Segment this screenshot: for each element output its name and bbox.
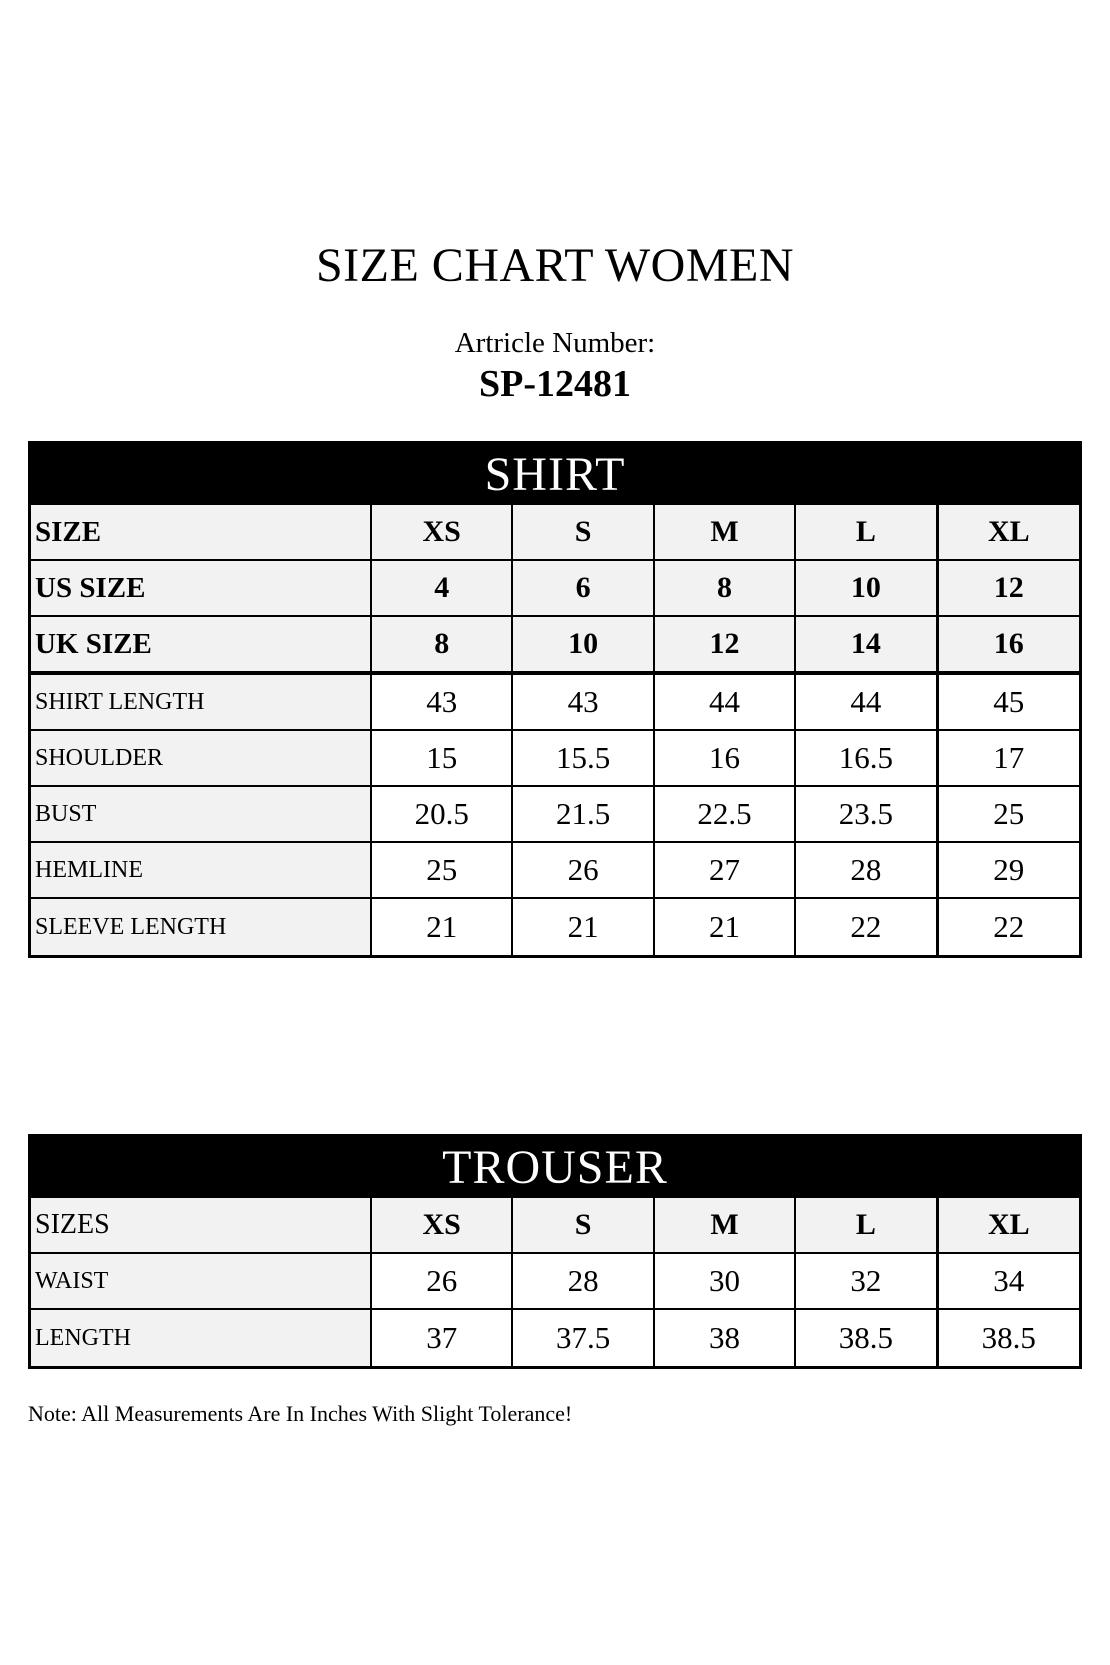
- table-row-length: [31, 1310, 1079, 1366]
- value-cell: 23.5: [796, 787, 937, 843]
- value-cell: 43: [513, 675, 654, 731]
- shirt-table-title: SHIRT: [31, 444, 1079, 505]
- value-cell: 22.5: [655, 787, 796, 843]
- value-cell: 20.5: [372, 787, 513, 843]
- value-cell: 26: [372, 1254, 513, 1310]
- row-label-cell: SIZES: [31, 1198, 372, 1254]
- value-cell: 37: [372, 1310, 513, 1366]
- value-cell: XL: [938, 1198, 1079, 1254]
- row-label-cell: SIZE: [31, 505, 372, 561]
- value-cell: 10: [513, 617, 654, 675]
- value-cell: 15: [372, 731, 513, 787]
- value-cell: 22: [796, 899, 937, 955]
- value-cell: 30: [655, 1254, 796, 1310]
- value-cell: 37.5: [513, 1310, 654, 1366]
- value-cell: L: [796, 1198, 937, 1254]
- table-row-sizes: [31, 1198, 1079, 1254]
- size-chart-document: [28, 0, 1082, 1427]
- table-row-us-size: [31, 561, 1079, 617]
- table-row-bust: [31, 787, 1079, 843]
- value-cell: 16: [655, 731, 796, 787]
- note-text: Note: All Measurements Are In Inches With Slight Tolerance!: [28, 1401, 573, 1426]
- value-cell: XS: [372, 1198, 513, 1254]
- table-row-size: [31, 505, 1079, 561]
- value-cell: 44: [796, 675, 937, 731]
- table-row-waist: [31, 1254, 1079, 1310]
- row-label-cell: LENGTH: [31, 1310, 372, 1366]
- value-cell: 14: [796, 617, 937, 675]
- value-cell: 10: [796, 561, 937, 617]
- value-cell: 21: [513, 899, 654, 955]
- table-row-shoulder: [31, 731, 1079, 787]
- value-cell: 43: [372, 675, 513, 731]
- value-cell: 17: [938, 731, 1079, 787]
- value-cell: XS: [372, 505, 513, 561]
- value-cell: 27: [655, 843, 796, 899]
- value-cell: 29: [938, 843, 1079, 899]
- value-cell: 38.5: [938, 1310, 1079, 1366]
- value-cell: 21: [372, 899, 513, 955]
- row-label-cell: BUST: [31, 787, 372, 843]
- value-cell: 12: [655, 617, 796, 675]
- row-label-cell: SHIRT LENGTH: [31, 675, 372, 731]
- article-number-value: SP-12481: [479, 363, 631, 405]
- value-cell: 8: [655, 561, 796, 617]
- table-row-uk-size: [31, 617, 1079, 675]
- table-row-shirt-length: [31, 675, 1079, 731]
- value-cell: M: [655, 1198, 796, 1254]
- value-cell: 21: [655, 899, 796, 955]
- value-cell: 16.5: [796, 731, 937, 787]
- row-label-cell: SLEEVE LENGTH: [31, 899, 372, 955]
- value-cell: 28: [796, 843, 937, 899]
- value-cell: 22: [938, 899, 1079, 955]
- value-cell: 44: [655, 675, 796, 731]
- value-cell: S: [513, 1198, 654, 1254]
- value-cell: 4: [372, 561, 513, 617]
- value-cell: S: [513, 505, 654, 561]
- row-label-cell: US SIZE: [31, 561, 372, 617]
- table-row-sleeve-length: [31, 899, 1079, 955]
- table-row-hemline: [31, 843, 1079, 899]
- trouser-table-body: [31, 1198, 1079, 1366]
- value-cell: 8: [372, 617, 513, 675]
- page-title: SIZE CHART WOMEN: [315, 239, 794, 292]
- shirt-table-body: [31, 505, 1079, 955]
- value-cell: 25: [372, 843, 513, 899]
- row-label-cell: WAIST: [31, 1254, 372, 1310]
- value-cell: 6: [513, 561, 654, 617]
- value-cell: M: [655, 505, 796, 561]
- row-label-cell: SHOULDER: [31, 731, 372, 787]
- row-label-cell: UK SIZE: [31, 617, 372, 675]
- value-cell: 38: [655, 1310, 796, 1366]
- value-cell: 25: [938, 787, 1079, 843]
- value-cell: 28: [513, 1254, 654, 1310]
- value-cell: 21.5: [513, 787, 654, 843]
- value-cell: L: [796, 505, 937, 561]
- value-cell: 12: [938, 561, 1079, 617]
- value-cell: 26: [513, 843, 654, 899]
- value-cell: XL: [938, 505, 1079, 561]
- value-cell: 45: [938, 675, 1079, 731]
- value-cell: 34: [938, 1254, 1079, 1310]
- value-cell: 38.5: [796, 1310, 937, 1366]
- value-cell: 16: [938, 617, 1079, 675]
- article-number-label: Artricle Number:: [454, 327, 656, 359]
- value-cell: 32: [796, 1254, 937, 1310]
- shirt-size-table: [28, 441, 1082, 958]
- value-cell: 15.5: [513, 731, 654, 787]
- trouser-table-title: TROUSER: [31, 1137, 1079, 1198]
- trouser-size-table: [28, 1134, 1082, 1369]
- row-label-cell: HEMLINE: [31, 843, 372, 899]
